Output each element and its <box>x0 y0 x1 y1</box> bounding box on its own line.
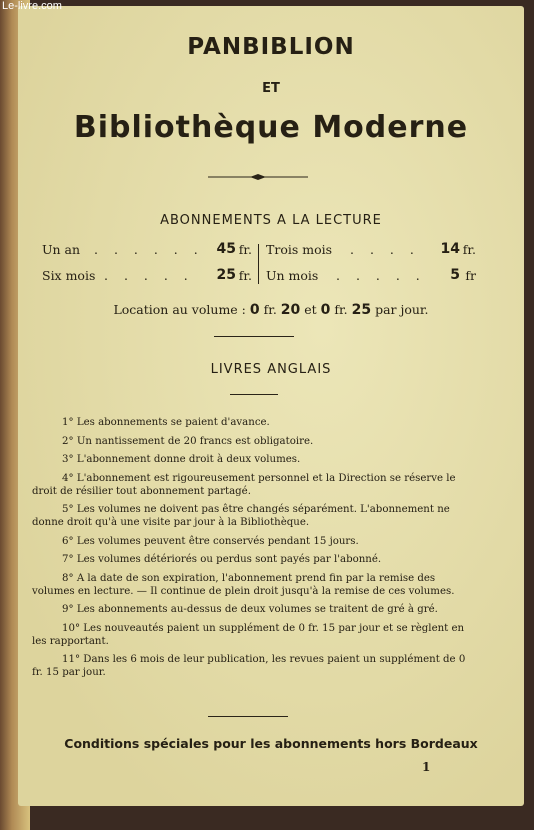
price-column-right <box>266 242 476 294</box>
leader-dots: . . . . . <box>104 268 194 283</box>
divider-rule <box>208 716 288 717</box>
rule-item: 7° Les volumes détériorés ou perdus sont payés par l'abonné. <box>62 554 382 565</box>
location-value: 20 <box>280 302 301 318</box>
conjunction: ET <box>262 81 280 96</box>
price-value: 14 <box>440 241 460 257</box>
price-label: Trois mois <box>266 242 333 257</box>
location-value: 0 <box>320 302 331 318</box>
price-label: Un mois <box>266 268 319 283</box>
price-label: Six mois <box>42 268 96 283</box>
price-row <box>42 268 252 294</box>
rule-item: 9° Les abonnements au-dessus de deux volumes se traitent de gré à gré. <box>62 604 438 615</box>
rule-item: 11° Dans les 6 mois de leur publication, les revues paient un supplément de 0 fr. 15 par jour. <box>32 654 466 678</box>
rule-item: 6° Les volumes peuvent être conservés pendant 15 jours. <box>62 535 359 547</box>
price-column-left <box>42 242 252 294</box>
footer-note: Conditions spéciales pour les abonnements hors Bordeaux <box>64 736 478 751</box>
rule-item: 1° Les abonnements se paient d'avance. <box>62 417 270 428</box>
rule-item: 10° Les nouveautés paient un supplément de 0 fr. 15 par jour et se règlent en les rapportant. <box>32 622 465 647</box>
rule-item: 5° Les volumes ne doivent pas être changés séparément. L'abonnement ne donne droit qu'à une visite par jour à la Bibliothèque. <box>32 504 450 528</box>
page-title: PANBIBLION <box>187 34 355 60</box>
column-divider <box>258 244 259 284</box>
price-unit: fr. <box>462 242 476 257</box>
price-row <box>42 242 252 268</box>
price-label: Un an <box>42 242 81 257</box>
document-page <box>18 6 524 806</box>
rules-list <box>32 416 466 685</box>
rule-item: 2° Un nantissement de 20 francs est obligatoire. <box>62 435 314 447</box>
location-prefix: Location au volume : <box>113 302 246 317</box>
location-unit: fr. <box>334 302 348 317</box>
page-number: 1 <box>422 760 431 774</box>
price-value: 5 <box>450 267 460 283</box>
watermark: Le-livre.com <box>2 0 62 12</box>
abonnements-heading: ABONNEMENTS A LA LECTURE <box>160 213 382 228</box>
rule-item: 4° L'abonnement est rigoureusement personnel et la Direction se réserve le droit de résilier tout abonnement partagé. <box>32 472 456 497</box>
location-line <box>18 302 524 318</box>
location-value: 25 <box>351 302 372 318</box>
ornament-divider <box>208 173 308 181</box>
price-table <box>42 242 492 292</box>
price-unit: fr <box>465 268 476 283</box>
livres-heading: LIVRES ANGLAIS <box>210 362 332 377</box>
leader-dots: . . . . . . <box>94 242 204 257</box>
rule-item: 8° A la date de son expiration, l'abonnement prend fin par la remise des volumes en lecture. — Il continue de plein droit jusqu'à la remise de ces volumes. <box>32 572 455 597</box>
divider-rule <box>230 394 278 395</box>
page-subtitle: Bibliothèque Moderne <box>73 110 469 145</box>
divider-rule <box>214 336 294 337</box>
rule-item: 3° L'abonnement donne droit à deux volumes. <box>62 454 301 465</box>
price-unit: fr. <box>238 268 252 283</box>
location-value: 0 <box>249 302 260 318</box>
leader-dots: . . . . <box>350 242 420 257</box>
location-unit: fr. <box>263 302 277 317</box>
price-unit: fr. <box>238 242 252 257</box>
price-row <box>266 268 476 294</box>
price-value: 45 <box>216 241 236 257</box>
price-row <box>266 242 476 268</box>
leader-dots: . . . . . <box>336 268 426 283</box>
location-conjunction: et <box>304 302 317 317</box>
price-value: 25 <box>216 267 236 283</box>
location-suffix: par jour. <box>375 302 429 317</box>
